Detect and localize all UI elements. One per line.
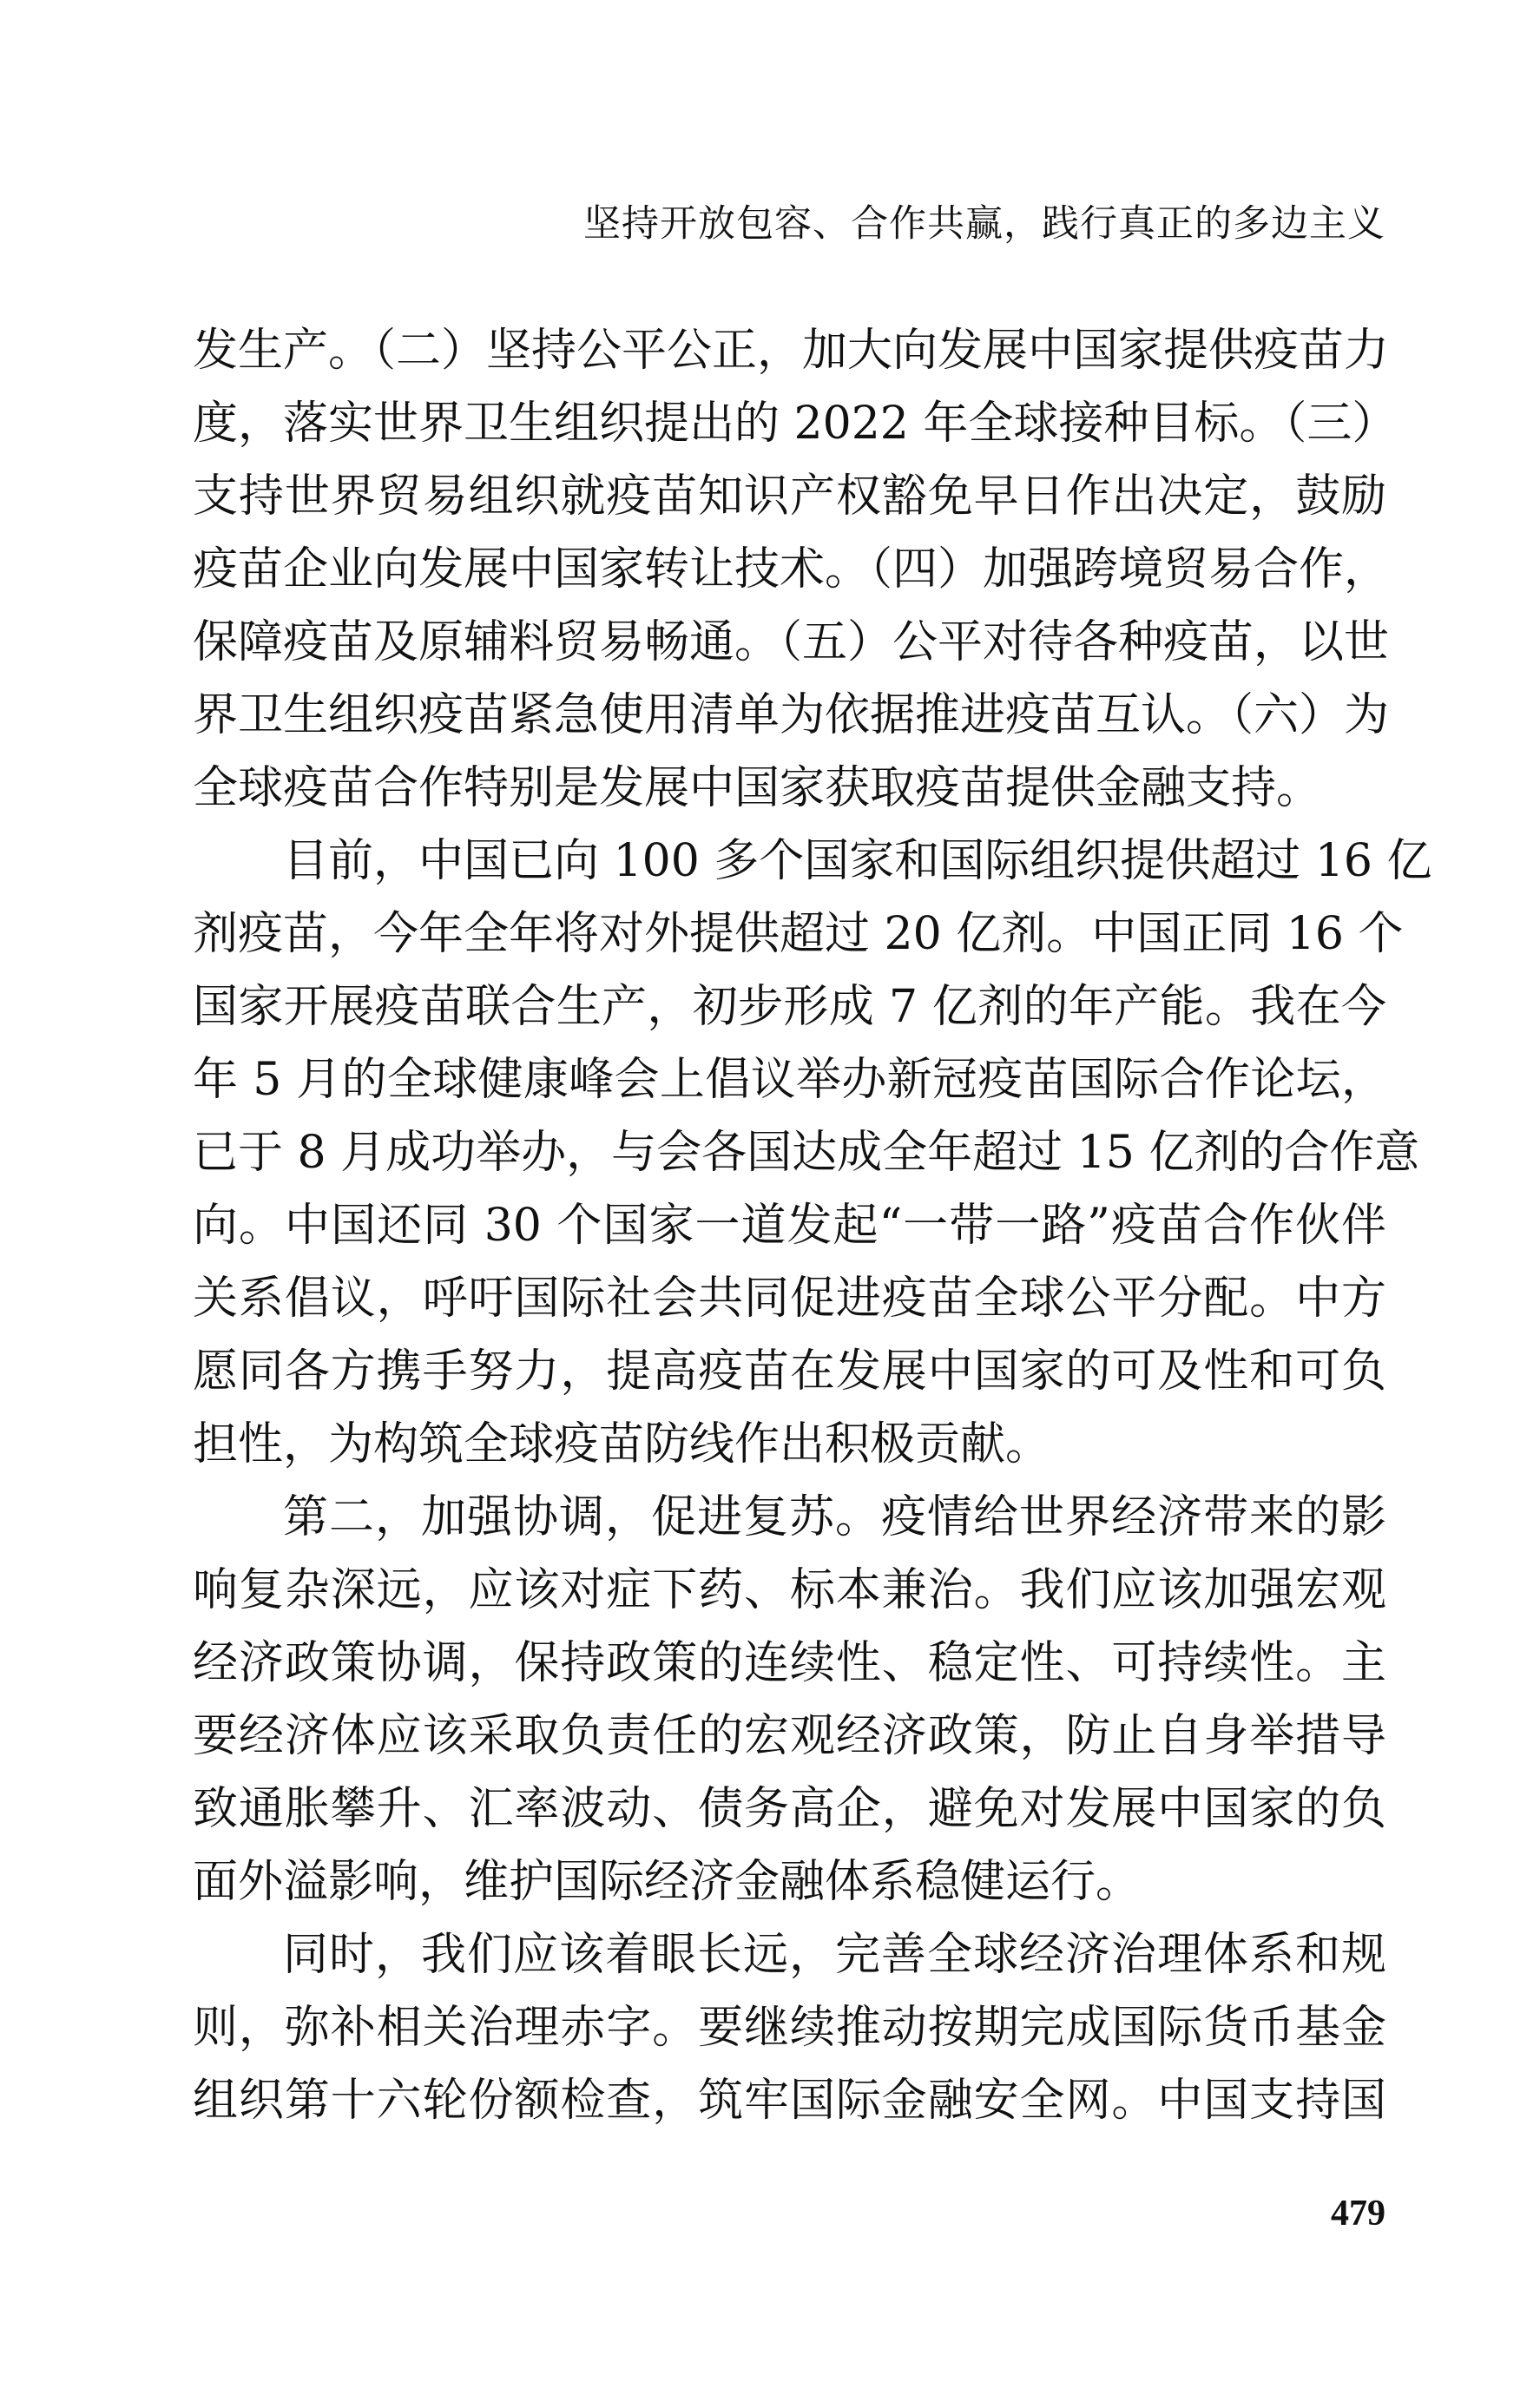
text-line: 保障疫苗及原辅料贸易畅通。（五）公平对待各种疫苗，以世 <box>193 616 1390 668</box>
text-line: 年 5 月的全球健康峰会上倡议举办新冠疫苗国际合作论坛， <box>193 1054 1386 1106</box>
paragraph-first-line: 目前，中国已向 100 多个国家和国际组织提供超过 16 亿 <box>283 835 1432 887</box>
text-line: 全球疫苗合作特别是发展中国家获取疫苗提供金融支持。 <box>193 762 1322 814</box>
text-line: 度，落实世界卫生组织提出的 2022 年全球接种目标。（三） <box>193 398 1398 450</box>
text-line: 疫苗企业向发展中国家转让技术。（四）加强跨境贸易合作， <box>193 543 1390 595</box>
text-line: 向。中国还同 30 个国家一道发起“一带一路”疫苗合作伙伴 <box>193 1200 1386 1252</box>
text-line: 则，弥补相关治理赤字。要继续推动按期完成国际货币基金 <box>193 2002 1386 2054</box>
text-line: 剂疫苗，今年全年将对外提供超过 20 亿剂。中国正同 16 个 <box>193 908 1404 960</box>
text-line: 发生产。（二）坚持公平公正，加大向发展中国家提供疫苗力 <box>193 325 1390 377</box>
text-line: 界卫生组织疫苗紧急使用清单为依据推进疫苗互认。（六）为 <box>193 689 1390 741</box>
text-line: 关系倡议，呼吁国际社会共同促进疫苗全球公平分配。中方 <box>193 1273 1386 1325</box>
text-line: 面外溢影响，维护国际经济金融体系稳健运行。 <box>193 1856 1142 1908</box>
paragraph-first-line: 第二，加强协调，促进复苏。疫情给世界经济带来的影 <box>283 1491 1386 1543</box>
text-line: 组织第十六轮份额检查，筑牢国际金融安全网。中国支持国 <box>193 2075 1386 2127</box>
text-line: 国家开展疫苗联合生产，初步形成 7 亿剂的年产能。我在今 <box>193 981 1386 1033</box>
text-line: 要经济体应该采取负责任的宏观经济政策，防止自身举措导 <box>193 1710 1386 1762</box>
paragraph-first-line: 同时，我们应该着眼长远，完善全球经济治理体系和规 <box>283 1929 1386 1981</box>
text-line: 担性，为构筑全球疫苗防线作出积极贡献。 <box>193 1418 1051 1470</box>
text-line: 愿同各方携手努力，提高疫苗在发展中国家的可及性和可负 <box>193 1345 1386 1398</box>
body-text <box>193 314 1432 2137</box>
running-header: 坚持开放包容、合作共赢，践行真正的多边主义 <box>583 202 1385 246</box>
page-number: 479 <box>1331 2194 1385 2234</box>
text-line: 已于 8 月成功举办，与会各国达成全年超过 15 亿剂的合作意 <box>193 1127 1420 1179</box>
text-line: 支持世界贸易组织就疫苗知识产权豁免早日作出决定，鼓励 <box>193 470 1386 523</box>
text-line: 经济政策协调，保持政策的连续性、稳定性、可持续性。主 <box>193 1637 1386 1689</box>
text-line: 响复杂深远，应该对症下药、标本兼治。我们应该加强宏观 <box>193 1564 1386 1616</box>
text-line: 致通胀攀升、汇率波动、债务高企，避免对发展中国家的负 <box>193 1783 1386 1835</box>
